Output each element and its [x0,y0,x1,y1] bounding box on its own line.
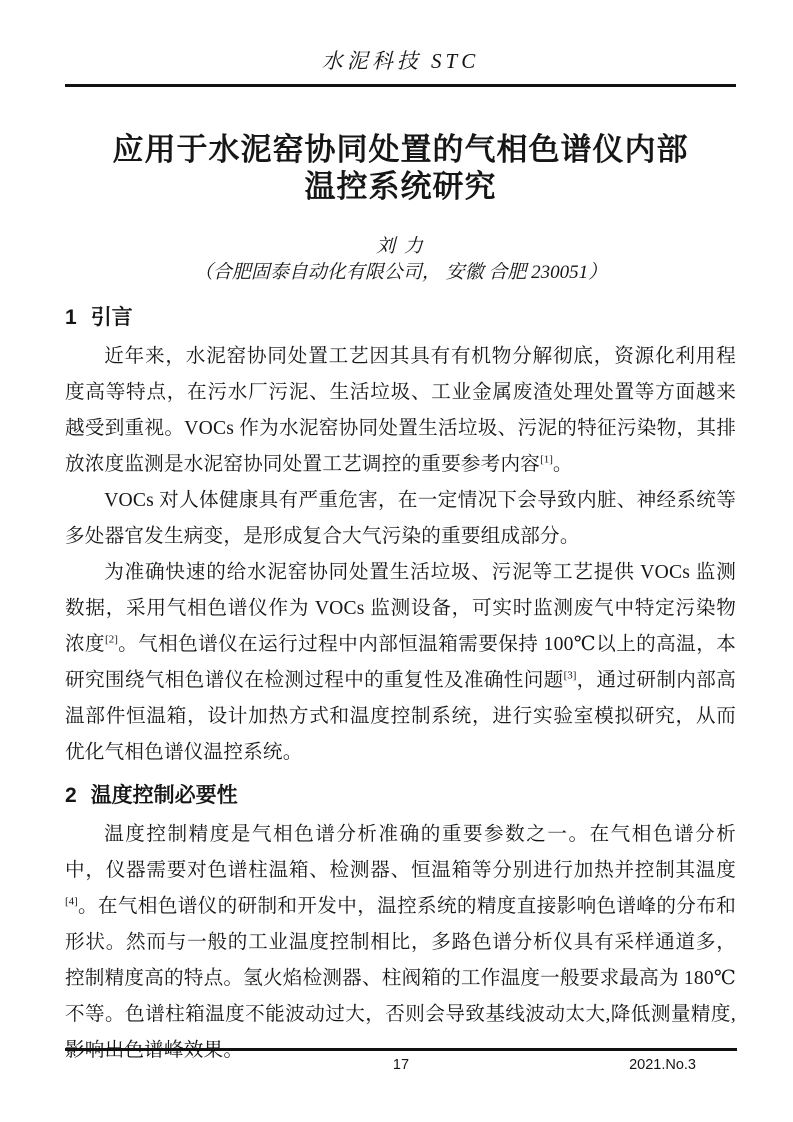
paper-title-line-1: 应用于水泥窑协同处置的气相色谱仪内部 [112,132,689,167]
section-1-title: 引言 [90,306,133,329]
paragraph: 温度控制精度是气相色谱分析准确的重要参数之一。在气相色谱分析中，仪器需要对色谱柱温箱、检测器、恒温箱等分别进行加热并控制其温度[4]。在气相色谱仪的研制和开发中，温控系统的精度直接影响色谱峰的分布和形状。然而与一般的工业温度控制相比，多路色谱分析仪具有采样通道多，控制精度高的特点。氢火焰检测器、柱阀箱的工作温度一般要求最高为 180℃不等。色谱柱箱温度不能波动过大，否则会导致基线波动太大,降低测量精度,影响出色谱峰效果。 [65,824,736,1061]
section-1-number: 1 [65,306,77,329]
page-footer [65,1048,737,1075]
section-1-heading [65,305,736,331]
paper-title [65,131,736,205]
citation-marker: [3] [563,669,577,682]
section-temperature-control-necessity [65,783,736,1069]
paragraph: 为准确快速的给水泥窑协同处置生活垃圾、污泥等工艺提供 VOCs 监测数据，采用气相色谱仪作为 VOCs 监测设备，可实时监测废气中特定污染物浓度[2]。气相色谱仪在运行过程中内部恒温箱需要保持 100℃以上的高温，本研究围绕气相色谱仪在检测过程中的重复性及准确性问题[3]，通过研制内部高温部件恒温箱，设计加热方式和温度控制系统，进行实验室模拟研究，从而优化气相色谱仪温控系统。 [65,562,736,763]
author-name: 刘 力 [376,236,425,257]
issue-number: 2021.No.3 [629,1057,696,1073]
footer-row [65,1057,737,1075]
paragraph: 近年来，水泥窑协同处置工艺因其具有有机物分解彻底，资源化利用程度高等特点，在污水厂污泥、生活垃圾、工业金属废渣处理处置等方面越来越受到重视。VOCs 作为水泥窑协同处置生活垃圾、污泥的特征污染物，其排放浓度监测是水泥窑协同处置工艺调控的重要参考内容[1]。 [65,346,736,475]
header-rule [65,84,736,87]
paragraph: VOCs 对人体健康具有严重危害，在一定情况下会导致内脏、神经系统等多处器官发生病变，是形成复合大气污染的重要组成部分。 [65,490,736,547]
section-introduction [65,305,736,771]
footer-rule [65,1048,737,1051]
author-affiliation: （合肥固泰自动化有限公司， 安徽 合肥 230051） [193,262,608,283]
section-2-number: 2 [65,784,77,807]
paper-title-line-2: 温控系统研究 [304,169,497,204]
page-header [65,48,736,87]
citation-marker: [4] [65,895,78,908]
section-2-heading [65,783,736,809]
page-number: 17 [392,1057,410,1073]
section-2-title: 温度控制必要性 [90,784,238,807]
journal-name: 水泥科技 STC [321,49,480,73]
citation-marker: [1] [540,453,553,466]
citation-marker: [2] [105,633,118,646]
